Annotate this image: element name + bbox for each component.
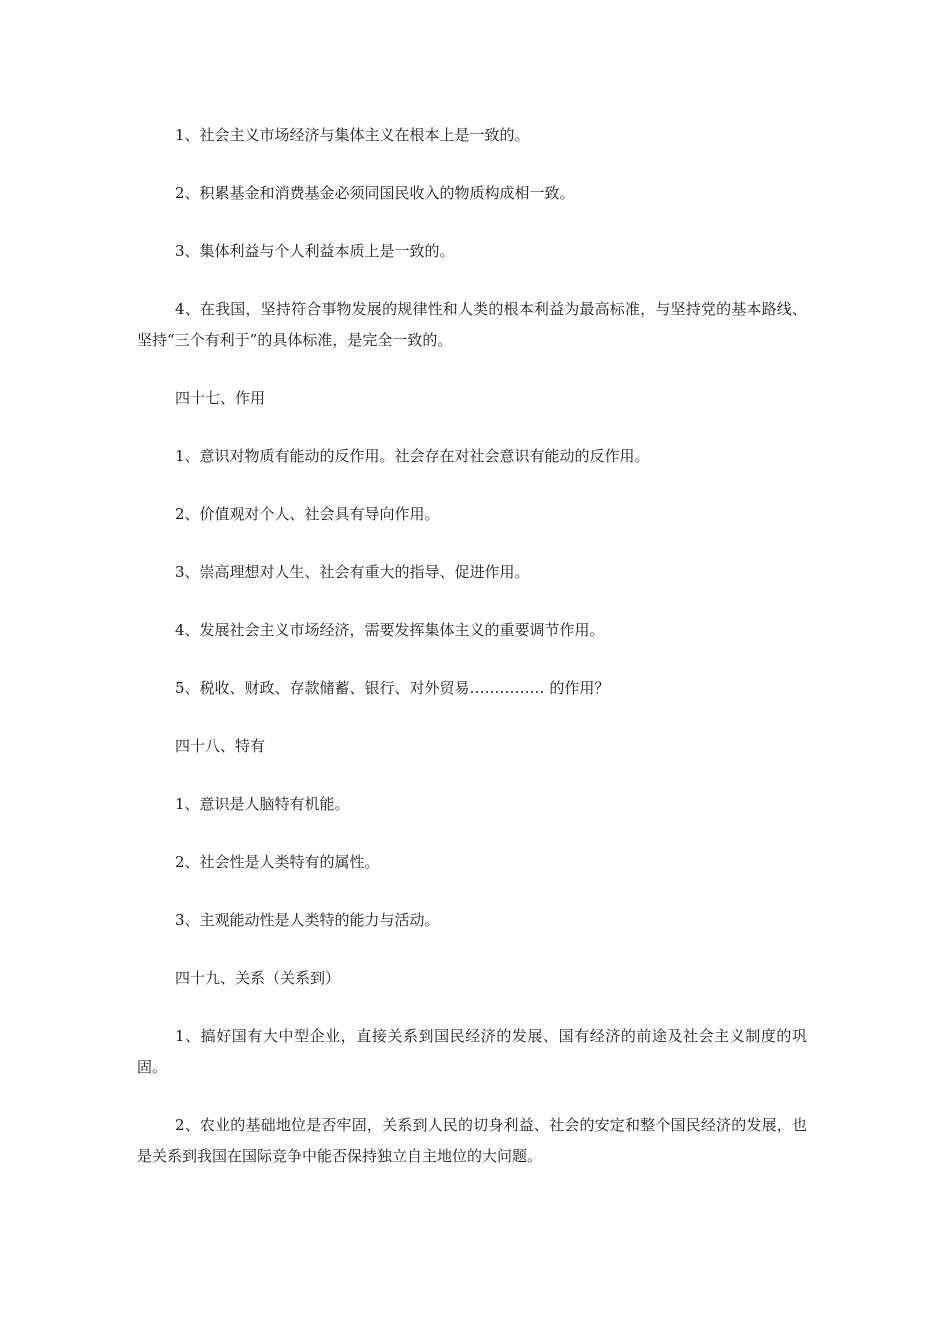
paragraph-effect-3: 3、崇高理想对人生、社会有重大的指导、促进作用。 (175, 563, 530, 581)
paragraph-consistency-3: 3、集体利益与个人利益本质上是一致的。 (175, 242, 455, 260)
paragraph-relation-1: 1、搞好国有大中型企业，直接关系到国民经济的发展、国有经济的前途及社会主义制度的巩固。 (137, 1027, 807, 1076)
section-heading-47: 四十七、作用 (175, 389, 266, 407)
document-body (137, 120, 807, 1199)
paragraph-consistency-2: 2、积累基金和消费基金必须同国民收入的物质构成相一致。 (175, 184, 575, 202)
paragraph-unique-1: 1、意识是人脑特有机能。 (175, 795, 350, 813)
paragraph-effect-2: 2、价值观对个人、社会具有导向作用。 (175, 505, 440, 523)
paragraph-relation-2: 2、农业的基础地位是否牢固，关系到人民的切身利益、社会的安定和整个国民经济的发展，也是关系到我国在国际竞争中能否保持独立自主地位的大问题。 (137, 1116, 807, 1165)
paragraph-unique-3: 3、主观能动性是人类特的能力与活动。 (175, 911, 440, 929)
paragraph-effect-4: 4、发展社会主义市场经济，需要发挥集体主义的重要调节作用。 (175, 621, 605, 639)
section-heading-48: 四十八、特有 (175, 737, 266, 755)
section-heading-49: 四十九、关系（关系到） (175, 969, 341, 987)
paragraph-unique-2: 2、社会性是人类特有的属性。 (175, 853, 380, 871)
paragraph-consistency-1: 1、社会主义市场经济与集体主义在根本上是一致的。 (175, 126, 530, 144)
paragraph-effect-5: 5、税收、财政、存款储蓄、银行、对外贸易…………… 的作用？ (175, 679, 610, 697)
paragraph-effect-1: 1、意识对物质有能动的反作用。社会存在对社会意识有能动的反作用。 (175, 447, 650, 465)
paragraph-consistency-4: 4、在我国，坚持符合事物发展的规律性和人类的根本利益为最高标准，与坚持党的基本路线、坚持“三个有利于”的具体标准，是完全一致的。 (137, 300, 807, 349)
